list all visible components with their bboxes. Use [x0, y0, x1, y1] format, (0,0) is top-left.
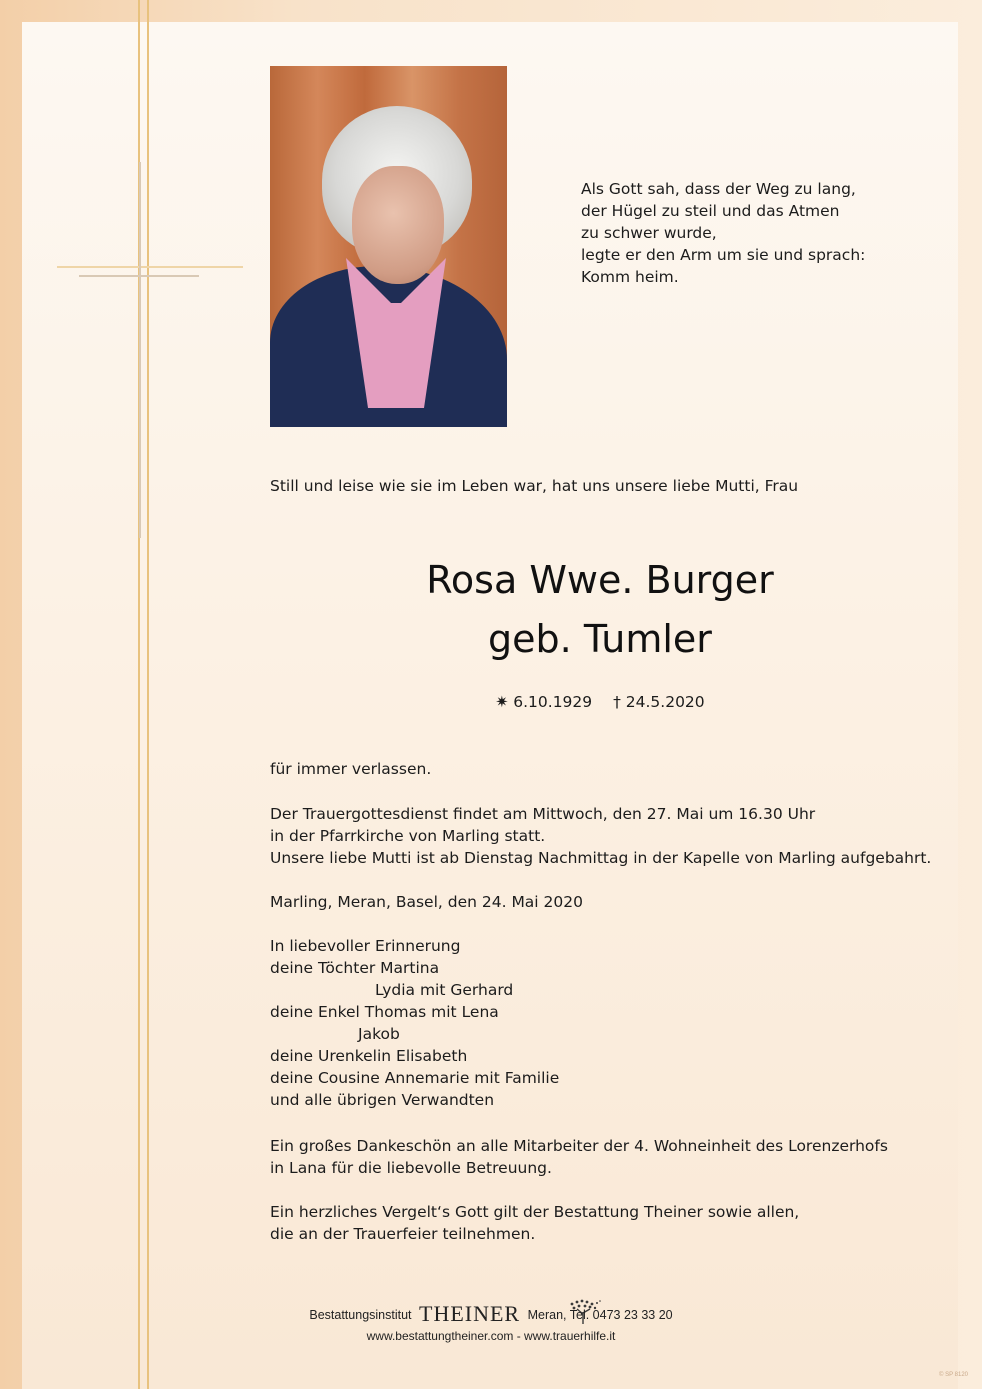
- mourners-list: [270, 935, 559, 1111]
- poem-line: der Hügel zu steil und das Atmen: [581, 202, 840, 220]
- death-date: † 24.5.2020: [613, 693, 705, 711]
- mourner-line: deine Töchter Martina: [270, 959, 440, 977]
- birth-date: ✷ 6.10.1929: [495, 693, 593, 711]
- poem: [581, 178, 911, 288]
- service-line: Unsere liebe Mutti ist ab Dienstag Nachmittag in der Kapelle von Marling aufgebahrt.: [270, 849, 932, 867]
- maiden-name: geb. Tumler: [488, 617, 712, 661]
- mourner-line: deine Cousine Annemarie mit Familie: [270, 1069, 560, 1087]
- cross-beam: [79, 275, 199, 277]
- service-line: in der Pfarrkirche von Marling statt.: [270, 827, 546, 845]
- thanks-line: Ein herzliches Vergelt‘s Gott gilt der Bestattung Theiner sowie allen,: [270, 1203, 800, 1221]
- mourner-line: und alle übrigen Verwandten: [270, 1091, 495, 1109]
- portrait-face: [352, 166, 444, 284]
- copyright-note: © SP 8120: [939, 1372, 968, 1378]
- service-info: [270, 803, 931, 869]
- thanks-line: in Lana für die liebevolle Betreuung.: [270, 1159, 552, 1177]
- deceased-name: Rosa Wwe. Burger: [426, 558, 774, 602]
- footer-contact: Meran, Tel. 0473 23 33 20: [527, 1308, 673, 1322]
- cross-icon: [139, 162, 141, 538]
- mourner-line: deine Enkel Thomas mit Lena: [270, 1003, 499, 1021]
- mourner-line: Jakob: [358, 1025, 400, 1043]
- mourners-heading: In liebevoller Erinnerung: [270, 937, 461, 955]
- gold-vertical-line: [147, 0, 149, 1389]
- footer-web: www.bestattungtheiner.com - www.trauerhilfe.it: [366, 1329, 616, 1343]
- mourner-line: Lydia mit Gerhard: [375, 981, 514, 999]
- poem-line: Als Gott sah, dass der Weg zu lang,: [581, 180, 856, 198]
- cross-beam-gold: [57, 266, 243, 268]
- footer-prefix: Bestattungsinstitut: [309, 1308, 412, 1322]
- mourner-line: deine Urenkelin Elisabeth: [270, 1047, 468, 1065]
- intro-text: Still und leise wie sie im Leben war, hat uns unsere liebe Mutti, Frau: [270, 477, 799, 495]
- brand-name: THEINER: [419, 1301, 521, 1326]
- funeral-home-footer: [0, 1300, 982, 1343]
- thanks-line: die an der Trauerfeier teilnehmen.: [270, 1225, 536, 1243]
- life-dates: [270, 693, 930, 711]
- poem-line: legte er den Arm um sie und sprach:: [581, 246, 866, 264]
- thanks-funeral: [270, 1201, 799, 1245]
- service-line: Der Trauergottesdienst findet am Mittwoch, den 27. Mai um 16.30 Uhr: [270, 805, 816, 823]
- poem-line: zu schwer wurde,: [581, 224, 717, 242]
- thanks-line: Ein großes Dankeschön an alle Mitarbeiter der 4. Wohneinheit des Lorenzerhofs: [270, 1137, 888, 1155]
- thanks-care: [270, 1135, 888, 1179]
- farewell-text: für immer verlassen.: [270, 760, 432, 778]
- poem-line: Komm heim.: [581, 268, 679, 286]
- portrait-photo: [270, 66, 507, 427]
- place-date: Marling, Meran, Basel, den 24. Mai 2020: [270, 893, 583, 911]
